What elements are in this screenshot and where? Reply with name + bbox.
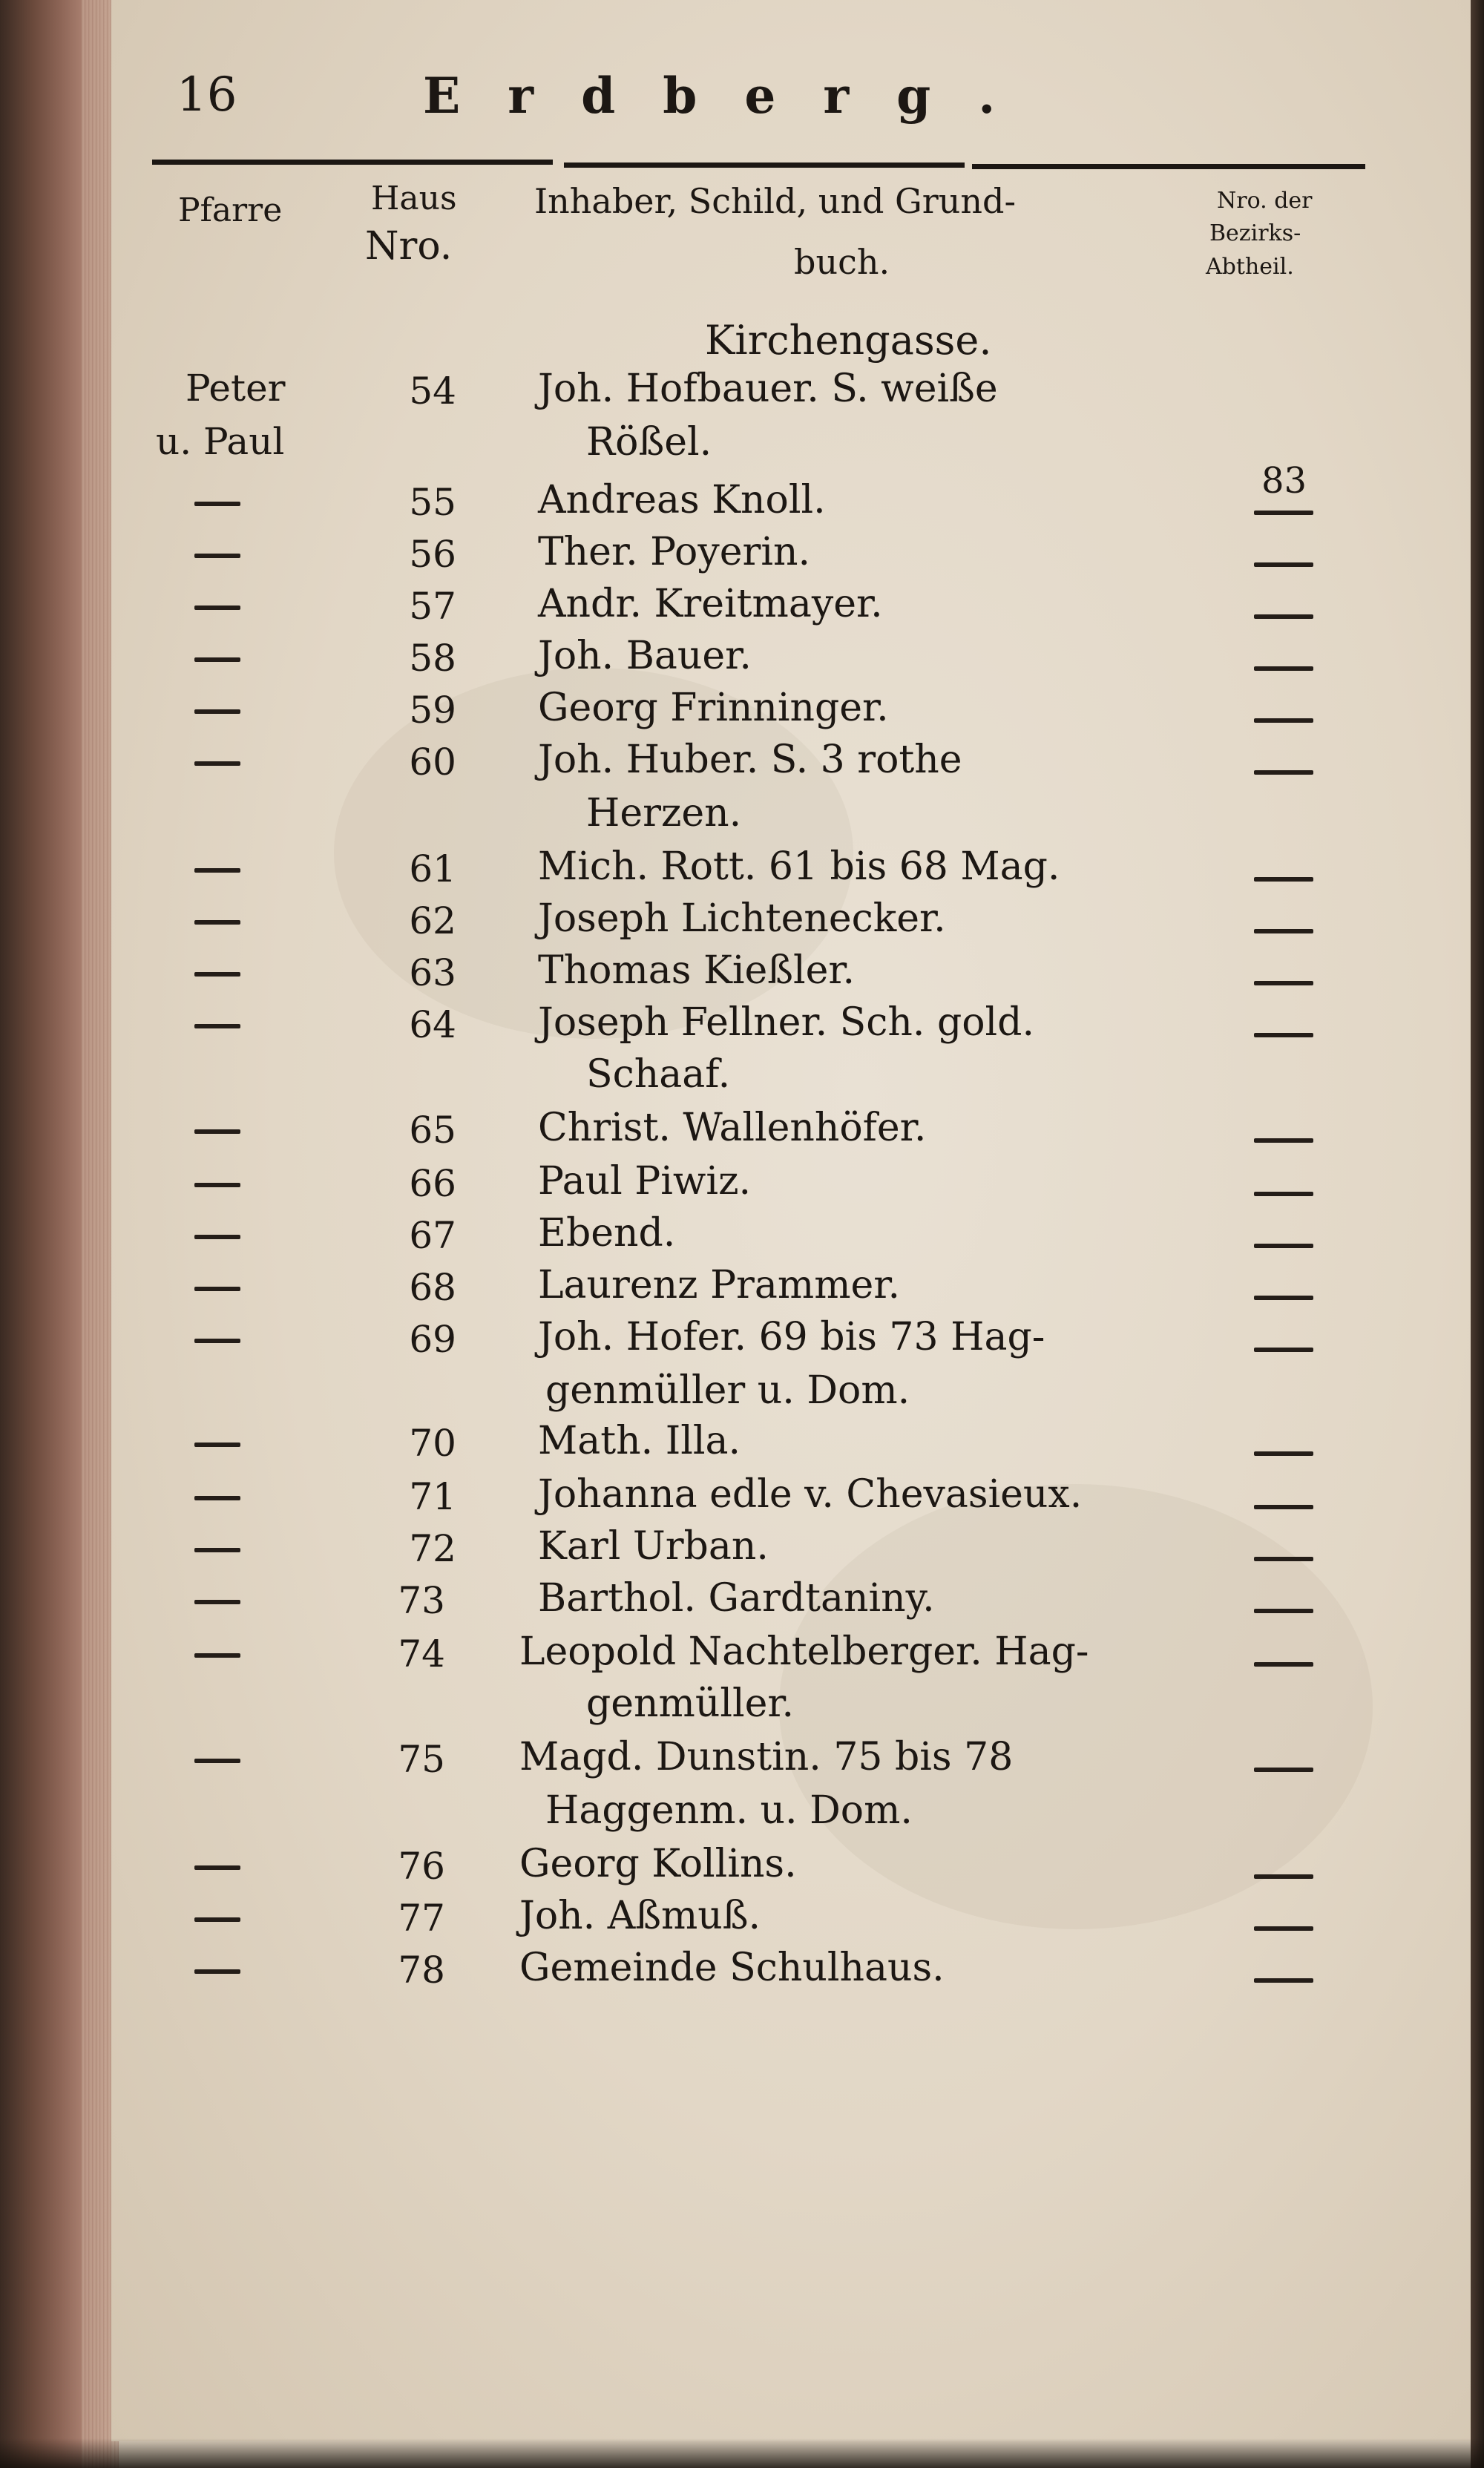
district-ditto-mark [1254,1451,1313,1456]
parish-ditto-mark [194,605,240,610]
header-rule [152,160,553,165]
district-ditto-mark [1254,1926,1313,1931]
parish-name-cont: u. Paul [156,420,285,463]
page-number: 16 [177,68,237,122]
parish-ditto-mark [194,1653,240,1658]
house-number: 61 [409,847,456,890]
house-number: 55 [409,481,456,524]
parish-ditto-mark [194,709,240,714]
parish-ditto-mark [194,1287,240,1291]
owner-entry: Joseph Lichtenecker. [538,896,946,941]
owner-entry-cont: Haggenm. u. Dom. [545,1788,913,1833]
page-title: Erdberg. [423,67,1043,125]
parish-ditto-mark [194,1235,240,1239]
district-ditto-mark [1254,981,1313,985]
district-ditto-mark [1254,877,1313,882]
district-ditto-mark [1254,1662,1313,1667]
house-number: 60 [409,741,456,784]
house-number: 58 [409,637,456,680]
house-number: 70 [409,1422,456,1465]
owner-entry: Andr. Kreitmayer. [538,582,883,626]
parish-ditto-mark [194,1129,240,1134]
house-number: 75 [398,1738,445,1781]
owner-entry: Andreas Knoll. [538,478,826,522]
district-ditto-mark [1254,929,1313,933]
parish-name: Peter [186,367,286,410]
owner-entry: Magd. Dunstin. 75 bis 78 [519,1735,1014,1779]
district-ditto-mark [1254,1033,1313,1037]
owner-entry: Gemeinde Schulhaus. [519,1946,945,1990]
owner-entry: Joh. Hofbauer. S. weiße [538,367,998,411]
house-number: 76 [398,1845,445,1888]
owner-entry: Johanna edle v. Chevasieux. [538,1472,1083,1517]
house-number: 73 [398,1579,445,1622]
parish-ditto-mark [194,1024,240,1028]
owner-entry: Leopold Nachtelberger. Hag- [519,1630,1089,1674]
district-ditto-mark [1254,1192,1313,1196]
parish-ditto-mark [194,1496,240,1500]
parish-ditto-mark [194,920,240,925]
district-ditto-mark [1254,1874,1313,1879]
house-number: 69 [409,1318,456,1361]
owner-entry-cont: Rößel. [586,420,712,465]
district-ditto-mark [1254,1557,1313,1561]
parish-ditto-mark [194,1759,240,1763]
header-rule [972,164,1365,169]
parish-ditto-mark [194,1600,240,1604]
house-number: 78 [398,1949,445,1992]
paper-stain [779,1484,1373,1929]
district-ditto-mark [1254,1768,1313,1772]
owner-entry: Barthol. Gardtaniny. [538,1576,935,1621]
house-number: 56 [409,533,456,576]
district-number: 83 [1261,460,1307,502]
owner-entry-cont: genmüller. [586,1681,795,1726]
district-ditto-mark [1254,666,1313,671]
parish-ditto-mark [194,868,240,873]
owner-entry: Joh. Huber. S. 3 rothe [538,738,962,782]
owner-entry-cont: Herzen. [586,791,742,836]
owner-entry: Ebend. [538,1211,676,1256]
district-ditto-mark [1254,1609,1313,1613]
bottom-shadow [0,2438,1484,2468]
owner-entry: Ther. Poyerin. [538,530,810,574]
district-ditto-mark [1254,1138,1313,1143]
street-heading: Kirchengasse. [705,317,992,364]
owner-entry: Joh. Aßmuß. [519,1894,761,1938]
parish-ditto-mark [194,502,240,506]
parish-ditto-mark [194,554,240,558]
parish-ditto-mark [194,1917,240,1922]
owner-entry: Joh. Hofer. 69 bis 73 Hag- [538,1315,1045,1359]
house-number: 65 [409,1109,456,1152]
district-ditto-mark [1254,770,1313,775]
district-ditto-mark [1254,511,1313,515]
owner-entry: Christ. Wallenhöfer. [538,1106,927,1150]
right-shadow [1471,0,1484,2468]
district-ditto-mark [1254,1348,1313,1352]
owner-entry: Paul Piwiz. [538,1159,751,1204]
column-header-inhaber-cont: buch. [794,242,890,282]
column-header-inhaber: Inhaber, Schild, und Grund- [534,181,1017,221]
house-number: 54 [409,370,456,413]
house-number: 57 [409,585,456,628]
house-number: 64 [409,1003,456,1046]
owner-entry: Laurenz Prammer. [538,1263,900,1307]
owner-entry: Georg Frinninger. [538,686,889,730]
parish-ditto-mark [194,761,240,766]
owner-entry-cont: Schaaf. [586,1052,731,1097]
house-number: 72 [409,1527,456,1570]
district-ditto-mark [1254,614,1313,619]
parish-ditto-mark [194,1548,240,1552]
owner-entry: Georg Kollins. [519,1842,797,1886]
column-header-bezirk-cont2: Abtheil. [1206,254,1294,280]
house-number: 63 [409,951,456,994]
parish-ditto-mark [194,1183,240,1187]
owner-entry: Math. Illa. [538,1419,741,1463]
district-ditto-mark [1254,1244,1313,1248]
parish-ditto-mark [194,1339,240,1343]
header-rule [564,163,965,168]
house-number: 74 [398,1632,445,1676]
owner-entry: Joh. Bauer. [538,634,752,678]
column-header-bezirk: Nro. der [1217,188,1313,214]
parish-ditto-mark [194,657,240,662]
district-ditto-mark [1254,1978,1313,1983]
column-header-bezirk-cont: Bezirks- [1209,220,1301,246]
owner-entry: Mich. Rott. 61 bis 68 Mag. [538,844,1060,889]
owner-entry: Karl Urban. [538,1524,769,1569]
owner-entry-cont: genmüller u. Dom. [545,1368,910,1413]
parish-ditto-mark [194,1443,240,1447]
column-header-pfarre: Pfarre [178,191,283,229]
column-header-haus: Haus [371,180,457,217]
district-ditto-mark [1254,1505,1313,1509]
house-number: 67 [409,1214,456,1257]
district-ditto-mark [1254,718,1313,723]
house-number: 77 [398,1897,445,1940]
column-header-nro: Nro. [365,224,453,269]
house-number: 66 [409,1162,456,1205]
house-number: 71 [409,1475,456,1518]
house-number: 59 [409,689,456,732]
district-ditto-mark [1254,562,1313,567]
house-number: 62 [409,899,456,942]
parish-ditto-mark [194,1865,240,1870]
owner-entry: Thomas Kießler. [538,948,856,993]
house-number: 68 [409,1266,456,1309]
owner-entry: Joseph Fellner. Sch. gold. [538,1000,1034,1045]
parish-ditto-mark [194,972,240,977]
district-ditto-mark [1254,1296,1313,1300]
parish-ditto-mark [194,1969,240,1974]
